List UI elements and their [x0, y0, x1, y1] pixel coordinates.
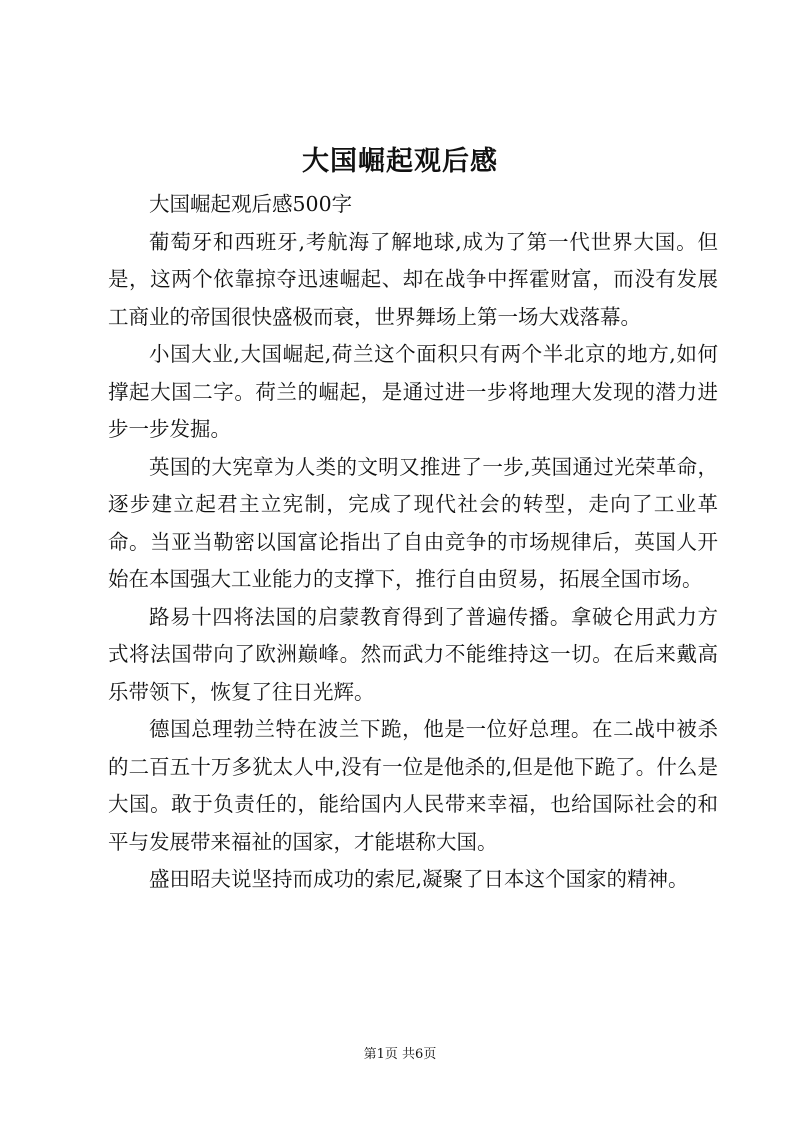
paragraph-subtitle: 大国崛起观后感500字 [149, 192, 353, 216]
document-body [108, 186, 718, 899]
paragraph-netherlands: 小国大业,大国崛起,荷兰这个面积只有两个半北京的地方,如何撑起大国二字。荷兰的崛起，是通过进一步将地理大发现的潜力进步一步发掘。 [108, 342, 718, 441]
paragraph-portugal-spain: 葡萄牙和西班牙,考航海了解地球,成为了第一代世界大国。但是，这两个依靠掠夺迅速崛起、却在战争中挥霍财富，而没有发展工商业的帝国很快盛极而衰，世界舞场上第一场大戏落幕。 [108, 229, 718, 329]
paragraph-germany: 德国总理勃兰特在波兰下跪，他是一位好总理。在二战中被杀的二百五十万多犹太人中,没有一位是他杀的,但是他下跪了。什么是大国。敢于负责任的，能给国内人民带来幸福，也给国际社会的和平与发展带来福祉的国家，才能堪称大国。 [108, 717, 718, 854]
paragraph-britain: 英国的大宪章为人类的文明又推进了一步,英国通过光荣革命，逐步建立起君主立宪制，完成了现代社会的转型，走向了工业革命。当亚当勒密以国富论指出了自由竞争的市场规律后，英国人开始在本国强大工业能力的支撑下，推行自由贸易，拓展全国市场。 [108, 454, 718, 591]
document-title: 大国崛起观后感 [302, 146, 498, 177]
paragraph-france: 路易十四将法国的启蒙教育得到了普遍传播。拿破仑用武力方式将法国带向了欧洲巅峰。然而武力不能维持这一切。在后来戴高乐带领下，恢复了往日光辉。 [108, 604, 718, 704]
page-footer: 第1页 共6页 [363, 1047, 437, 1062]
paragraph-japan: 盛田昭夫说坚持而成功的索尼,凝聚了日本这个国家的精神。 [149, 867, 689, 891]
